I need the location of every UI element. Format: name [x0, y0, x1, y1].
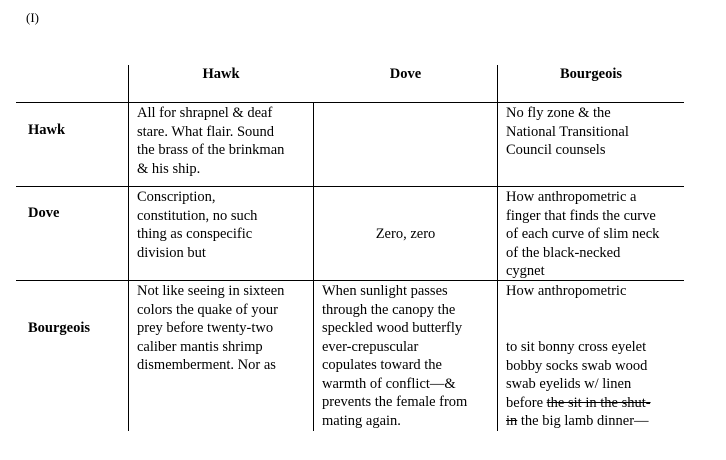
cell-line: finger that finds the curve	[506, 207, 656, 224]
cell-bourgeois-bourgeois	[506, 338, 651, 431]
cell-line: dismemberment. Nor as	[137, 357, 276, 373]
cell-line: When sunlight passes	[322, 283, 448, 299]
cell-dove-dove: Zero, zero	[375, 226, 436, 242]
cell-line: Council counsels	[506, 142, 606, 158]
grid-line-col2	[313, 102, 314, 431]
cell-line: prevents the female from	[322, 394, 468, 410]
cell-line: National Transitional	[506, 123, 629, 140]
cell-line-mixed	[506, 394, 651, 413]
cell-line: How anthropometric a	[506, 189, 637, 205]
column-header-bourgeois: Bourgeois	[559, 66, 623, 82]
cell-line: ever-crepuscular	[322, 338, 419, 355]
cell-line: colors the quake of your	[137, 301, 278, 318]
cell-hawk-bourgeois	[506, 104, 629, 160]
grid-line-row2	[16, 186, 684, 187]
cell-line: speckled wood butterfly	[322, 320, 463, 336]
cell-line: Conscription,	[137, 189, 216, 205]
cell-line: swab eyelids w/ linen	[506, 376, 632, 392]
cell-hawk-hawk	[137, 104, 284, 178]
row-header-dove: Dove	[28, 205, 60, 221]
column-header-dove: Dove	[389, 66, 422, 82]
text-after: the big lamb dinner—	[520, 413, 649, 429]
cell-dove-bourgeois	[506, 188, 659, 281]
cell-line: Not like seeing in sixteen	[137, 283, 285, 299]
row-header-hawk: Hawk	[28, 122, 66, 138]
grid-line-col3	[497, 65, 498, 431]
column-header-hawk: Hawk	[202, 66, 240, 82]
cell-line: thing as conspecific	[137, 226, 253, 242]
struck-text: the sit in the shut-	[546, 394, 651, 411]
row-header-bourgeois: Bourgeois	[28, 320, 91, 336]
cell-line: & his ship.	[137, 160, 201, 177]
cell-line: mating again.	[322, 412, 401, 429]
cell-line: constitution, no such	[137, 207, 258, 224]
cell-line: copulates toward the	[322, 357, 442, 373]
section-label: (I)	[26, 10, 39, 25]
cell-bourgeois-hawk	[137, 282, 284, 375]
cell-line: caliber mantis shrimp	[137, 338, 263, 355]
cell-line: stare. What flair. Sound	[137, 123, 275, 140]
cell-line: warmth of conflict—&	[322, 375, 456, 392]
cell-line: the brass of the brinkman	[137, 142, 285, 158]
cell-bourgeois-bourgeois-top: How anthropometric	[506, 283, 627, 299]
cell-line: of the black-necked	[506, 244, 621, 261]
grid-line-col1	[128, 65, 129, 431]
cell-line: No fly zone & the	[506, 105, 611, 121]
cell-line: prey before twenty-two	[137, 320, 274, 336]
grid-line-row1	[16, 102, 684, 103]
cell-line-mixed	[506, 412, 651, 431]
cell-line: bobby socks swab wood	[506, 357, 648, 374]
cell-line: of each curve of slim neck	[506, 226, 660, 242]
cell-line: All for shrapnel & deaf	[137, 105, 273, 121]
cell-dove-hawk	[137, 188, 257, 262]
cell-line: division but	[137, 244, 206, 261]
cell-bourgeois-dove	[322, 282, 467, 430]
struck-text: in	[506, 413, 518, 429]
cell-line: to sit bonny cross eyelet	[506, 339, 647, 355]
cell-line: through the canopy the	[322, 301, 456, 318]
text-before: before	[506, 394, 544, 411]
cell-line: cygnet	[506, 263, 545, 279]
